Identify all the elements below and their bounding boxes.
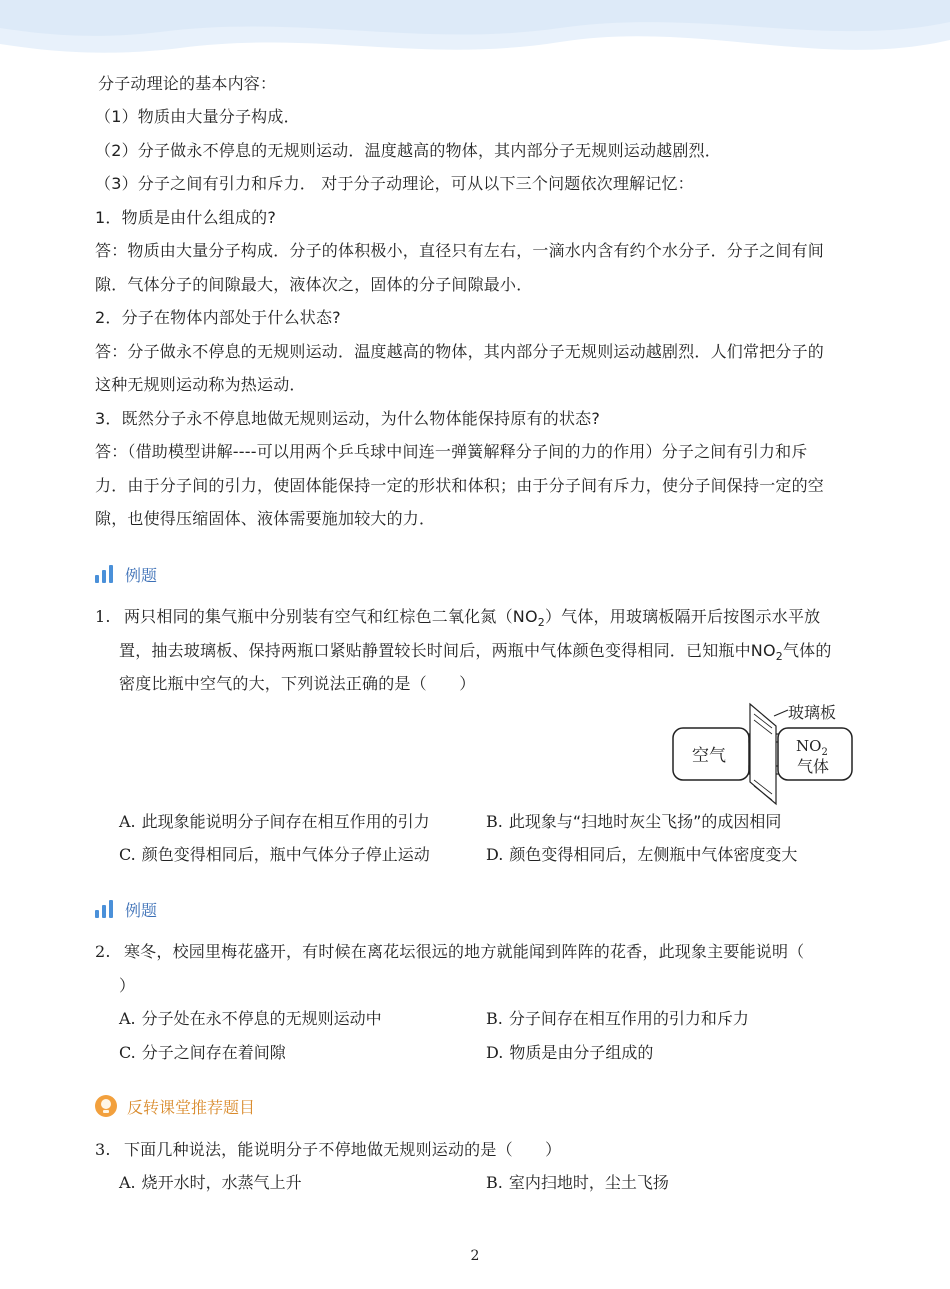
question-1-line-1 [95, 607, 820, 633]
header-wave-decoration [0, 0, 950, 70]
option-text: 室内扫地时，尘土飞扬 [508, 1173, 669, 1192]
intro-answer-3-line-2: 力．由于分子间的引力，使固体能保持一定的形状和体积；由于分子间有斥力，使分子间保持一定的空 [95, 476, 825, 495]
option-text: 烧开水时，水蒸气上升 [141, 1173, 302, 1192]
intro-answer-1-line-2: 隙．气体分子的间隙最大，液体次之，固体的分子间隙最小． [95, 275, 533, 294]
intro-answer-1-line-1: 答：物质由大量分子构成．分子的体积极小，直径只有左右，一滴水内含有约个水分子．分子之间有间 [95, 241, 825, 260]
option-letter: A. [119, 1173, 136, 1192]
option-text: 颜色变得相同后，左侧瓶中气体密度变大 [509, 845, 798, 864]
option-letter: D. [486, 1043, 504, 1062]
option-b[interactable] [486, 1009, 749, 1029]
option-text: 分子之间存在着间隙 [141, 1043, 286, 1062]
bar-chart-icon [95, 565, 113, 583]
option-b[interactable] [486, 1173, 669, 1193]
question-text: ）气体，用玻璃板隔开后按图示水平放 [544, 607, 821, 626]
option-c[interactable] [119, 1043, 286, 1063]
question-text: 两只相同的集气瓶中分别装有空气和红棕色二氧化氮（NO [123, 607, 538, 626]
section-header-recommended [95, 1094, 255, 1118]
option-letter: A. [119, 1009, 136, 1028]
option-c[interactable] [119, 845, 430, 865]
section-header-example-2 [95, 897, 157, 921]
intro-point-3: （3）分子之间有引力和斥力． 对于分子动理论，可从以下三个问题依次理解记忆： [95, 174, 694, 193]
question-1-line-2 [119, 641, 832, 667]
gas-bottles-figure [670, 700, 860, 810]
intro-answer-3-line-1: 答：（借助模型讲解----可以用两个乒乓球中间连一弹簧解释分子间的力的作用）分子之间有引力和斥 [95, 442, 808, 461]
question-text: 气体的 [782, 641, 832, 660]
intro-answer-2-line-1: 答：分子做永不停息的无规则运动．温度越高的物体，其内部分子无规则运动越剧烈．人们常把分子的 [95, 342, 825, 361]
option-letter: B. [486, 812, 503, 831]
gas-label: 气体 [797, 757, 830, 776]
lightbulb-icon [95, 1095, 117, 1117]
option-text: 颜色变得相同后，瓶中气体分子停止运动 [141, 845, 430, 864]
question-text: 置，抽去玻璃板、保持两瓶口紧贴静置较长时间后，两瓶中气体颜色变得相同．已知瓶中NO [119, 641, 776, 660]
subscript: 2 [775, 650, 783, 664]
option-text: 物质是由分子组成的 [509, 1043, 654, 1062]
option-text: 分子处在永不停息的无规则运动中 [141, 1009, 382, 1028]
option-d[interactable] [486, 1043, 653, 1063]
bar-chart-icon [95, 900, 113, 918]
question-text: 下面几种说法，能说明分子不停地做无规则运动的是（ ） [123, 1140, 562, 1159]
glass-plate-label: 玻璃板 [788, 703, 837, 722]
option-text: 此现象能说明分子间存在相互作用的引力 [141, 812, 430, 831]
option-a[interactable] [119, 812, 430, 832]
option-d[interactable] [486, 845, 797, 865]
question-1-line-3: 密度比瓶中空气的大，下列说法正确的是（ ） [119, 674, 476, 693]
question-number: 2. [95, 942, 111, 961]
option-b[interactable] [486, 812, 781, 832]
intro-answer-3-line-3: 隙，也使得压缩固体、液体需要施加较大的力． [95, 509, 436, 528]
question-number: 1. [95, 607, 111, 626]
option-a[interactable] [119, 1009, 382, 1029]
page-number: 2 [470, 1248, 480, 1264]
intro-point-1: （1）物质由大量分子构成． [95, 107, 300, 126]
option-letter: C. [119, 845, 136, 864]
question-text: 寒冬，校园里梅花盛开，有时候在离花坛很远的地方就能闻到阵阵的花香，此现象主要能说明（ [123, 942, 805, 961]
intro-point-2: （2）分子做永不停息的无规则运动．温度越高的物体，其内部分子无规则运动越剧烈． [95, 141, 721, 160]
option-letter: C. [119, 1043, 136, 1062]
question-number: 3. [95, 1140, 111, 1159]
option-text: 此现象与“扫地时灰尘飞扬”的成因相同 [508, 812, 782, 831]
option-letter: A. [119, 812, 136, 831]
subscript: 2 [537, 616, 545, 630]
section-label: 例题 [125, 565, 158, 585]
no2-label: $NO_2$ [796, 737, 828, 758]
option-letter: B. [486, 1173, 503, 1192]
intro-title: 分子动理论的基本内容： [98, 74, 277, 93]
section-label: 例题 [125, 900, 158, 920]
option-a[interactable] [119, 1173, 302, 1193]
air-label: 空气 [692, 746, 726, 766]
question-3-line-1 [95, 1140, 561, 1160]
option-letter: D. [486, 845, 504, 864]
intro-question-1: 1．物质是由什么组成的? [95, 208, 277, 227]
intro-question-3: 3．既然分子永不停息地做无规则运动，为什么物体能保持原有的状态? [95, 409, 601, 428]
intro-answer-2-line-2: 这种无规则运动称为热运动． [95, 375, 306, 394]
section-header-example-1 [95, 562, 157, 586]
option-text: 分子间存在相互作用的引力和斥力 [508, 1009, 749, 1028]
question-2-line-2: ） [119, 976, 136, 995]
option-letter: B. [486, 1009, 503, 1028]
section-label: 反转课堂推荐题目 [127, 1097, 256, 1117]
question-2-line-1 [95, 942, 804, 962]
intro-question-2: 2．分子在物体内部处于什么状态? [95, 308, 341, 327]
